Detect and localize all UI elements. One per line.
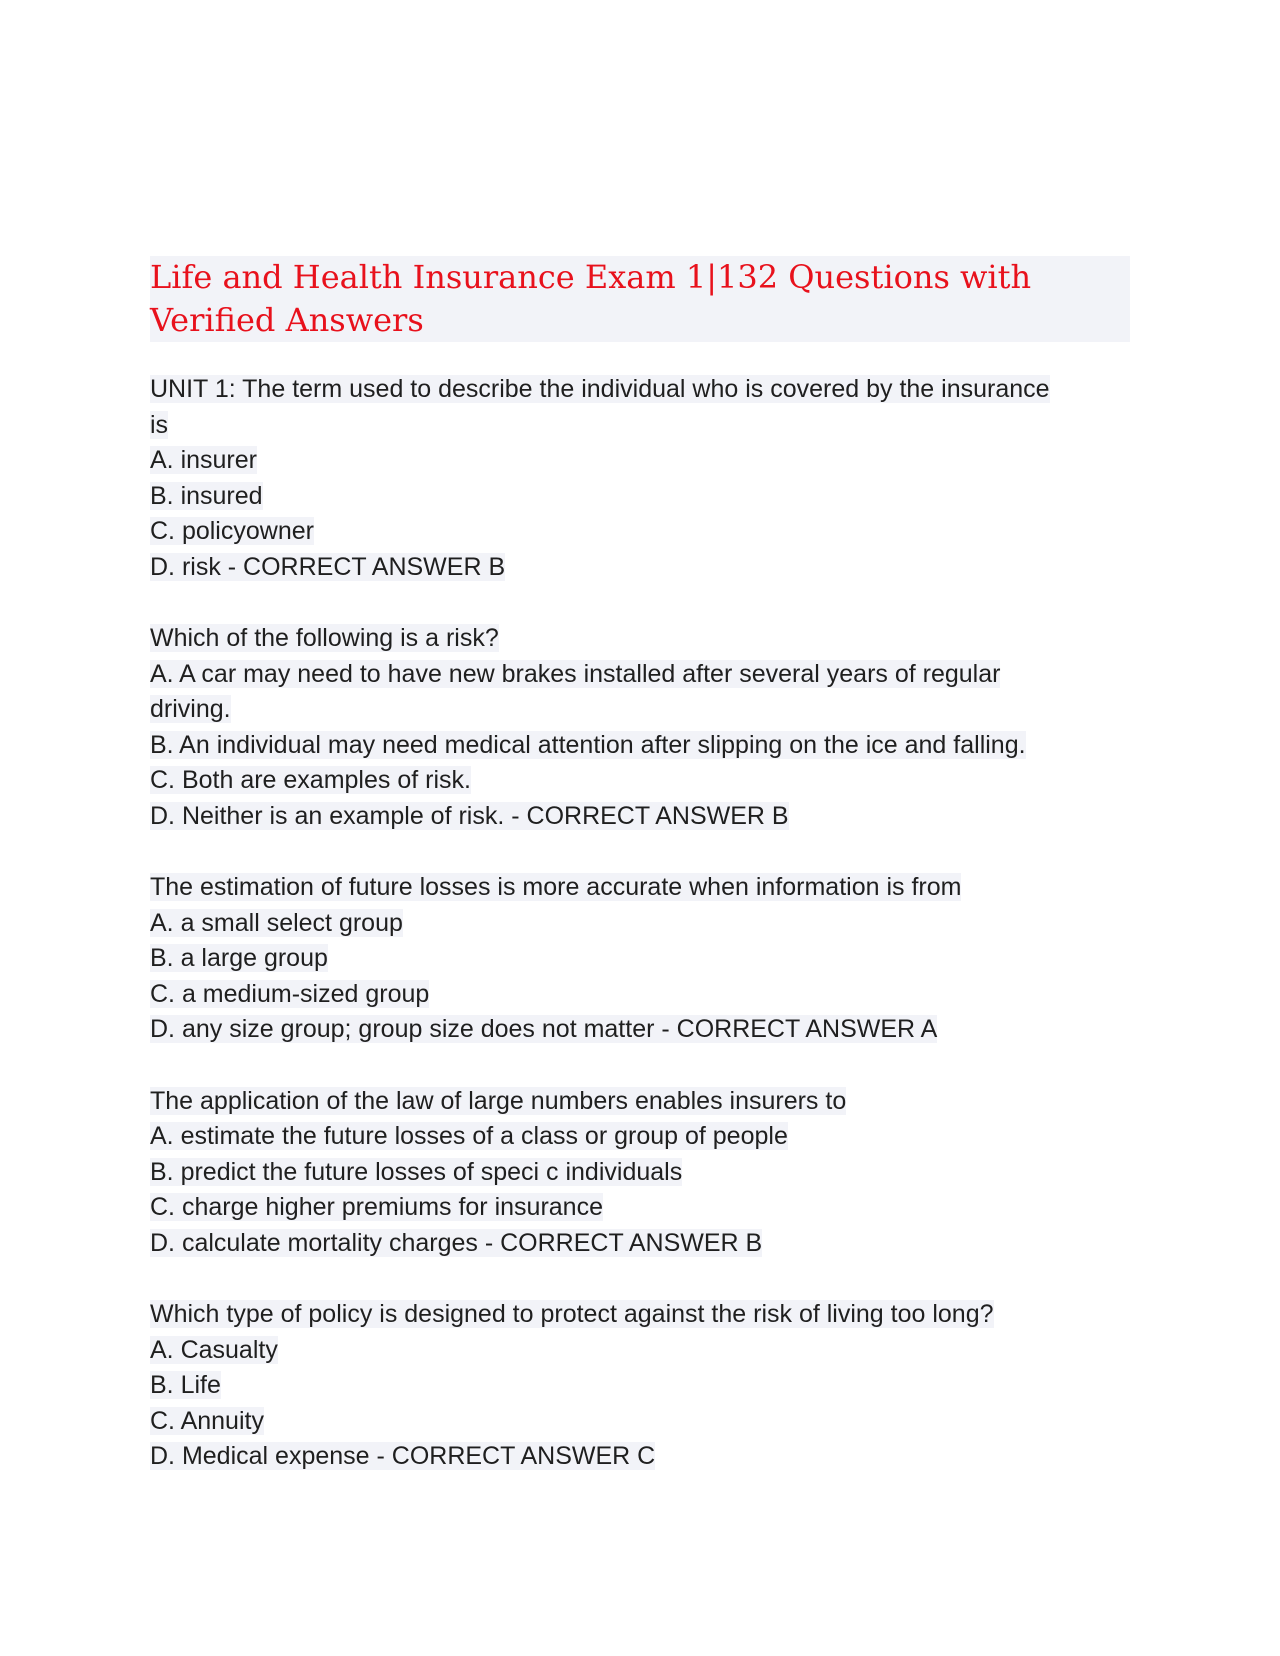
option-c: C. charge higher premiums for insurance (150, 1193, 603, 1221)
option-d-answer: D. any size group; group size does not matter - CORRECT ANSWER A (150, 1015, 938, 1043)
option-a: A. a small select group (150, 908, 403, 937)
option-b: B. An individual may need medical attention after slipping on the ice and falling. (150, 730, 1026, 759)
option-a: A. Casualty (150, 1335, 278, 1364)
option-a: A. estimate the future losses of a class or group of people (150, 1122, 788, 1150)
option-b: B. Life (150, 1371, 221, 1399)
option-d-answer: D. risk - CORRECT ANSWER B (150, 552, 506, 581)
document-page (150, 256, 1130, 1511)
option-c: C. a medium-sized group (150, 979, 430, 1008)
document-title (150, 256, 1130, 342)
option-d-answer: D. calculate mortality charges - CORRECT ANSWER B (150, 1228, 763, 1257)
question-5 (150, 1297, 1130, 1475)
question-text: Which type of policy is designed to protect against the risk of living too long? (150, 1300, 994, 1328)
question-2 (150, 621, 1130, 834)
question-4 (150, 1084, 1130, 1262)
title-line-1: Life and Health Insurance Exam 1|132 Questions with (150, 258, 1032, 296)
question-text-continued: is (150, 410, 169, 439)
option-a-continued: driving. (150, 695, 231, 723)
question-3 (150, 870, 1130, 1048)
question-text: The estimation of future losses is more accurate when information is from (150, 873, 962, 901)
option-c: C. Annuity (150, 1406, 264, 1435)
option-c: C. policyowner (150, 517, 314, 545)
option-b: B. predict the future losses of speci c individuals (150, 1157, 683, 1186)
question-text: UNIT 1: The term used to describe the individual who is covered by the insurance (150, 375, 1050, 403)
option-b: B. a large group (150, 944, 328, 972)
option-a: A. A car may need to have new brakes installed after several years of regular (150, 659, 1001, 688)
option-d-answer: D. Medical expense - CORRECT ANSWER C (150, 1442, 656, 1470)
question-text: The application of the law of large numbers enables insurers to (150, 1086, 847, 1115)
question-text: Which of the following is a risk? (150, 624, 499, 652)
option-b: B. insured (150, 481, 263, 510)
option-a: A. insurer (150, 446, 257, 474)
option-c: C. Both are examples of risk. (150, 766, 471, 794)
question-1 (150, 372, 1130, 585)
title-line-2: Verified Answers (150, 301, 424, 339)
option-d-answer: D. Neither is an example of risk. - CORRECT ANSWER B (150, 801, 789, 830)
